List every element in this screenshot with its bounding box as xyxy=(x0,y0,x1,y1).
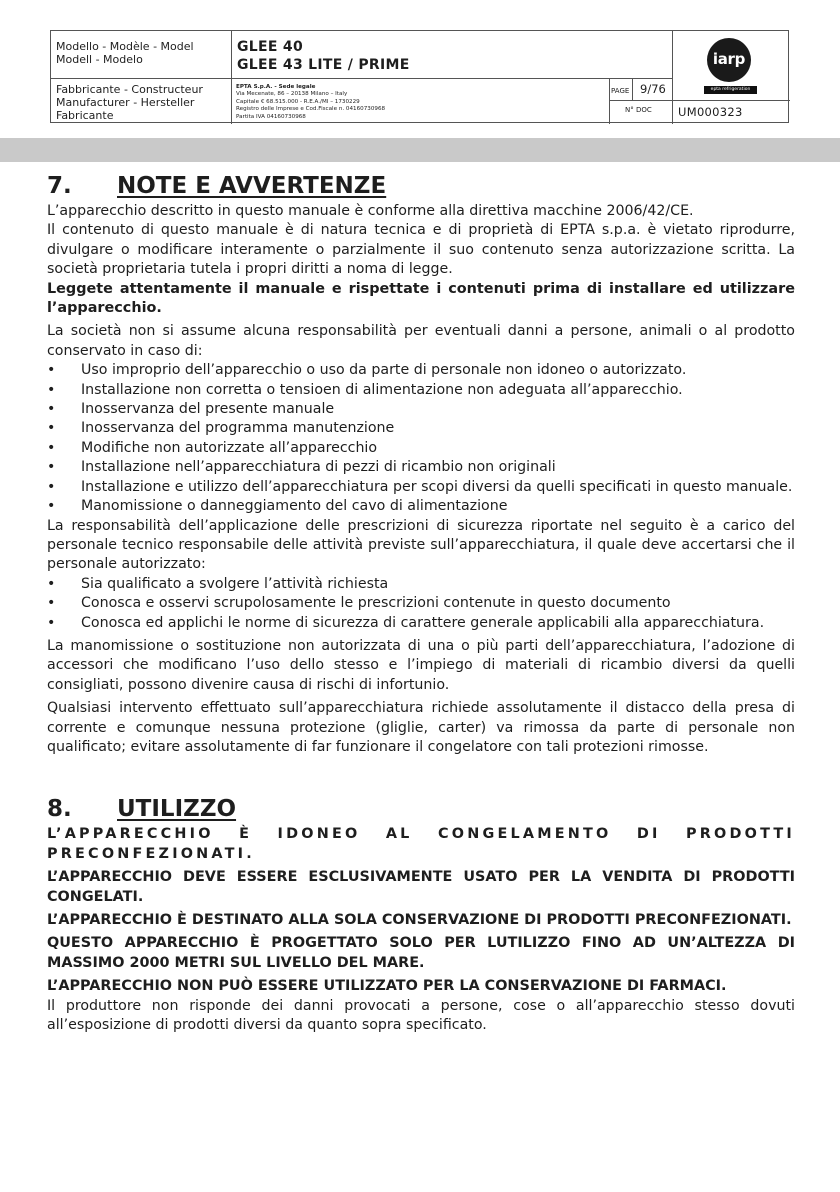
section-number: 7. xyxy=(47,173,72,199)
model-label xyxy=(51,31,232,79)
doc-label: N° DOC xyxy=(610,101,673,124)
page-label: PAGE xyxy=(610,79,632,101)
bullet-icon: • xyxy=(47,401,56,418)
bullet-list xyxy=(47,575,795,633)
paragraph: La responsabilità dell’applicazione delle prescrizioni di sicurezza riportate nel seguito è a carico del personale tecnico responsabile delle attività previste sull’apparecchiatura, il quale deve accertarsi che il personale autorizzato: xyxy=(47,517,795,573)
manufacturer-line: Registro delle Imprese e Cod.Fiscale n. 04160730968 xyxy=(236,106,386,113)
bullet-icon: • xyxy=(47,459,56,476)
bullet-icon: • xyxy=(47,498,56,515)
paragraph: La manomissione o sostituzione non autorizzata di una o più parti dell’apparecchiatura, l’adozione di accessori che modificano l’uso dello stesso e l’impiego di materiali di ricambio diversi da quelli consigliati, possono divenire causa di rischi di infortunio. xyxy=(47,637,795,693)
model-label-line-2: Modell - Modelo xyxy=(56,53,143,66)
header-divider-band xyxy=(0,138,840,162)
list-item: • Installazione nell’apparecchiatura di pezzi di ricambio non originali xyxy=(47,458,795,477)
epta-logo-tag: epta refrigeration xyxy=(704,86,757,94)
bold-paragraph: QUESTO APPARECCHIO È PROGETTATO SOLO PER LUTILIZZO FINO AD UN’ALTEZZA DI MASSIMO 2000 METRI SUL LIVELLO DEL MARE. xyxy=(47,935,795,971)
paragraph: La società non si assume alcuna responsabilità per eventuali danni a persone, animali o al prodotto conservato in caso di: xyxy=(47,323,795,359)
paragraph: Il contenuto di questo manuale è di natura tecnica e di proprietà di EPTA s.p.a. è vietato riprodurre, divulgare o modificare interamente o parzialmente il suo contenuto senza autorizzazione scritta. La società proprietaria tutela i propri diritti a noma di legge. xyxy=(47,222,795,278)
list-item: • Inosservanza del presente manuale xyxy=(47,400,795,419)
manufacturer-label-line-3: Fabricante xyxy=(56,109,114,122)
bullet-icon: • xyxy=(47,595,56,612)
bold-paragraph: L’APPARECCHIO NON PUÒ ESSERE UTILIZZATO PER LA CONSERVAZIONE DI FARMACI. xyxy=(47,978,727,995)
list-item: • Modifiche non autorizzate all’apparecchio xyxy=(47,439,795,458)
manufacturer-line: Via Mecenate, 86 – 20138 Milano – Italy xyxy=(236,91,348,98)
bullet-icon: • xyxy=(47,614,56,631)
bullet-icon: • xyxy=(47,362,56,379)
section-8-heading xyxy=(47,791,795,825)
list-item: • Inosservanza del programma manutenzione xyxy=(47,419,795,438)
bullet-icon: • xyxy=(47,439,56,456)
model-value xyxy=(232,31,673,79)
page-number: 9/76 xyxy=(632,79,673,101)
paragraph: L’apparecchio descritto in questo manuale è conforme alla direttiva macchine 2006/42/CE. xyxy=(47,203,694,219)
bold-paragraph: L’APPARECCHIO È IDONEO AL CONGELAMENTO DI PRODOTTI PRECONFEZIONATI. xyxy=(47,826,795,862)
list-item: • Installazione non corretta o tensioen di alimentazione non adeguata all’apparecchio. xyxy=(47,381,795,400)
manufacturer-line: EPTA S.p.A. - Sede legale xyxy=(236,84,316,90)
section-title: UTILIZZO xyxy=(117,796,237,823)
bold-paragraph: L’APPARECCHIO È DESTINATO ALLA SOLA CONSERVAZIONE DI PRODOTTI PRECONFEZIONATI. xyxy=(47,912,792,928)
manufacturer-label xyxy=(51,79,232,124)
bullet-icon: • xyxy=(47,381,56,398)
page-content xyxy=(47,168,795,1035)
manufacturer-label-line-2: Manufacturer - Hersteller xyxy=(56,96,195,109)
bold-paragraph: Leggete attentamente il manuale e rispettate i contenuti prima di installare ed utilizzare l’apparecchio. xyxy=(47,280,795,317)
bullet-icon: • xyxy=(47,575,56,592)
section-number: 8. xyxy=(47,796,72,823)
list-item: • Manomissione o danneggiamento del cavo di alimentazione xyxy=(47,497,795,516)
manufacturer-label-line-1: Fabbricante - Constructeur xyxy=(56,83,203,96)
bullet-list xyxy=(47,361,795,516)
model-label-line-1: Modello - Modèle - Model xyxy=(56,40,194,53)
list-item: • Conosca e osservi scrupolosamente le prescrizioni contenute in questo documento xyxy=(47,594,795,613)
list-item: • Uso improprio dell’apparecchio o uso da parte di personale non idoneo o autorizzato. xyxy=(47,361,795,380)
list-item: • Conosca ed applichi le norme di sicurezza di carattere generale applicabili alla apparecchiatura. xyxy=(47,614,795,633)
bullet-icon: • xyxy=(47,478,56,495)
list-item: • Installazione e utilizzo dell’apparecchiatura per scopi diversi da quelli specificati in questo manuale. xyxy=(47,478,795,497)
logo-cell xyxy=(673,31,790,101)
manufacturer-line: Capitale € 68.515.000 - R.E.A./MI – 1730229 xyxy=(236,98,360,105)
paragraph: Il produttore non risponde dei danni provocati a persone, cose o all’apparecchio stesso dovuti all’esposizione di prodotti diversi da quanto sopra specificato. xyxy=(47,997,795,1034)
iarp-logo: iarp xyxy=(707,38,751,82)
section-7-heading xyxy=(47,168,795,202)
model-value-line-2: GLEE 43 LITE / PRIME xyxy=(237,57,410,73)
doc-number: UM000323 xyxy=(678,105,743,119)
manufacturer-line: Partita IVA 04160730968 xyxy=(236,113,306,120)
bold-paragraph: L’APPARECCHIO DEVE ESSERE ESCLUSIVAMENTE USATO PER LA VENDITA DI PRODOTTI CONGELATI. xyxy=(47,869,795,905)
section-title: NOTE E AVVERTENZE xyxy=(117,173,387,199)
model-value-line-1: GLEE 40 xyxy=(237,39,303,55)
manufacturer-value xyxy=(232,79,610,124)
document-header xyxy=(50,30,789,123)
bullet-icon: • xyxy=(47,420,56,437)
list-item: • Sia qualificato a svolgere l’attività richiesta xyxy=(47,575,795,594)
paragraph: Qualsiasi intervento effettuato sull’apparecchiatura richiede assolutamente il distacco della presa di corrente e comunque nessuna protezione (gliglie, carter) va rimossa da parte di personale non qualificato; evitare assolutamente di far funzionare il congelatore con tali protezioni rimosse. xyxy=(47,700,795,755)
